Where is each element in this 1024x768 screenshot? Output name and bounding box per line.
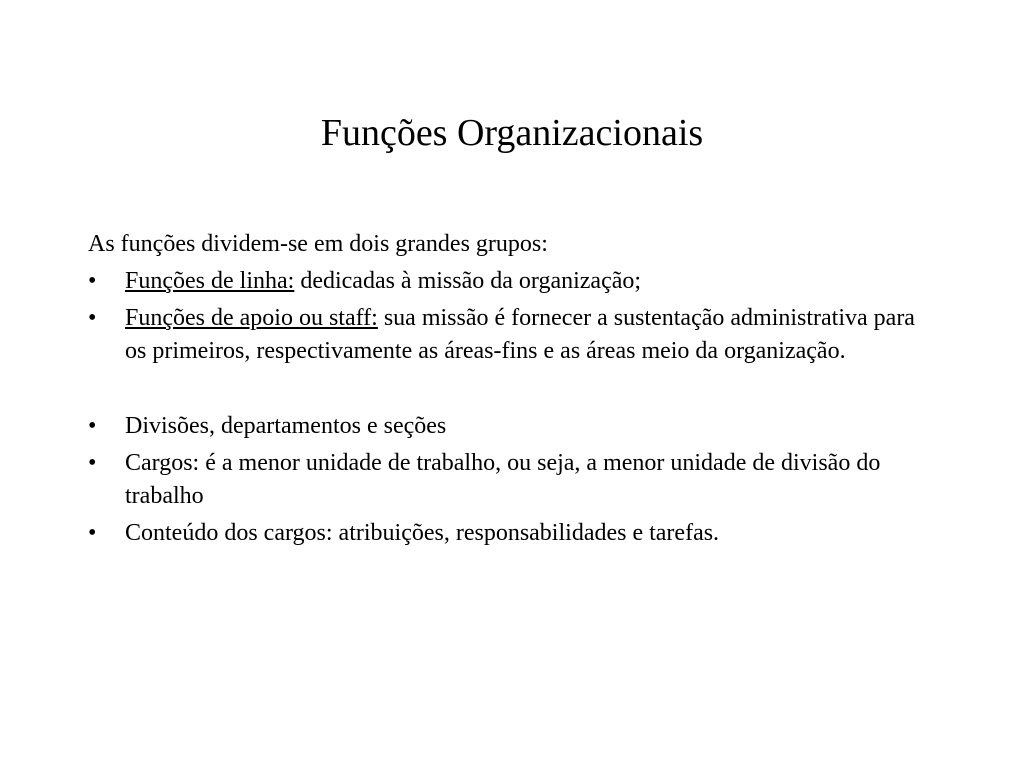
bullet-item-divisions — [88, 410, 938, 443]
bullet-item-conteudo — [88, 517, 938, 550]
bullet-icon: • — [88, 268, 97, 294]
spacer — [88, 372, 938, 410]
bullet-icon: • — [88, 305, 97, 331]
bullet-item-cargos — [88, 447, 938, 513]
bullet-list-groups — [88, 265, 938, 368]
bullet-text: Conteúdo dos cargos: atribuições, responsabilidades e tarefas. — [125, 520, 720, 546]
bullet-text: Cargos: é a menor unidade de trabalho, ou seja, a menor unidade de divisão do trabalho — [125, 450, 881, 509]
bullet-item-staff-functions — [88, 302, 938, 368]
bullet-list-structure — [88, 410, 938, 550]
slide-title: Funções Organizacionais — [320, 112, 704, 154]
bullet-icon: • — [88, 413, 97, 439]
slide-body — [88, 228, 938, 554]
bullet-term: Funções de linha: — [125, 268, 295, 294]
intro-text: As funções dividem-se em dois grandes grupos: — [88, 231, 548, 257]
bullet-text: dedicadas à missão da organização; — [294, 268, 642, 294]
bullet-item-line-functions — [88, 265, 938, 298]
bullet-text: sua missão é fornecer a sustentação administrativa para os primeiros, respectivamente as áreas-fins e as áreas meio da organização. — [125, 305, 915, 364]
bullet-icon: • — [88, 520, 97, 546]
bullet-icon: • — [88, 450, 97, 476]
bullet-text: Divisões, departamentos e seções — [125, 413, 447, 439]
bullet-term: Funções de apoio ou staff: — [125, 305, 378, 331]
